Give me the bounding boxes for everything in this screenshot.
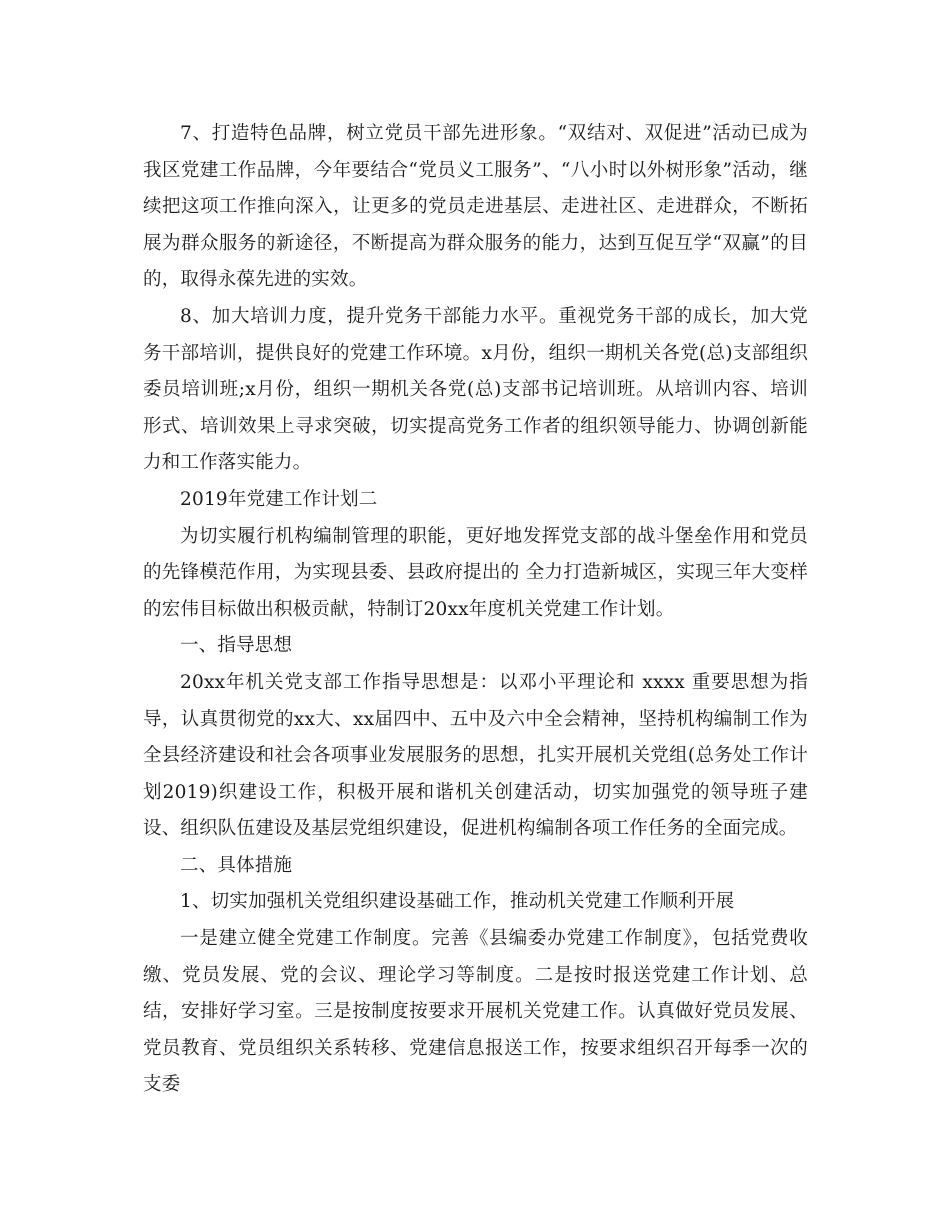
section-title-plan-two: 2019年党建工作计划二 bbox=[180, 488, 378, 510]
heading-guiding-thought: 一、指导思想 bbox=[180, 635, 293, 657]
heading-specific-measures: 二、具体措施 bbox=[180, 854, 293, 876]
document-body bbox=[143, 116, 808, 1104]
paragraph-item-8-training: 8、加大培训力度，提升党务干部能力水平。重视党务干部的成长，加大党务干部培训，提供良好的党建工作环境。x月份，组织一期机关各党(总)支部组织委员培训班;x月份，组织一期机关各党(总)支部书记培训班。从培训内容、培训形式、培训效果上寻求突破，切实提高党务工作者的组织领导能力、协调创新能力和工作落实能力。 bbox=[143, 305, 808, 474]
paragraph-item-7-brand: 7、打造特色品牌，树立党员干部先进形象。“双结对、双促进”活动已成为我区党建工作品牌，今年要结合“党员义工服务”、“八小时以外树形象”活动，继续把这项工作推向深入，让更多的党员走进基层、走进社区、走进群众，不断拓展为群众服务的新途径，不断提高为群众服务的能力，达到互促互学“双赢”的目的，取得永葆先进的实效。 bbox=[143, 123, 808, 291]
paragraph-guiding-thought: 20xx年机关党支部工作指导思想是：以邓小平理论和 xxxx 重要思想为指导，认真贯彻党的xx大、xx届四中、五中及六中全会精神，坚持机构编制工作为全县经济建设和社会各项事业发展服务的思想，扎实开展机关党组(总务处工作计划2019)织建设工作，积极开展和谐机关创建活动，切实加强党的领导班子建设、组织队伍建设及基层党组织建设，促进机构编制各项工作任务的全面完成。 bbox=[143, 671, 808, 840]
subheading-measure-1: 1、切实加强机关党组织建设基础工作，推动机关党建工作顺利开展 bbox=[180, 891, 735, 913]
paragraph-measure-1-detail: 一是建立健全党建工作制度。完善《县编委办党建工作制度》，包括党费收缴、党员发展、党的会议、理论学习等制度。二是按时报送党建工作计划、总结，安排好学习室。三是按制度按要求开展机关党建工作。认真做好党员发展、党员教育、党员组织关系转移、党建信息报送工作，按要求组织召开每季一次的支委 bbox=[143, 928, 808, 1096]
paragraph-intro: 为切实履行机构编制管理的职能，更好地发挥党支部的战斗堡垒作用和党员的先锋模范作用，为实现县委、县政府提出的 全力打造新城区，实现三年大变样的宏伟目标做出积极贡献，特制订20xx年度机关党建工作计划。 bbox=[143, 525, 808, 620]
